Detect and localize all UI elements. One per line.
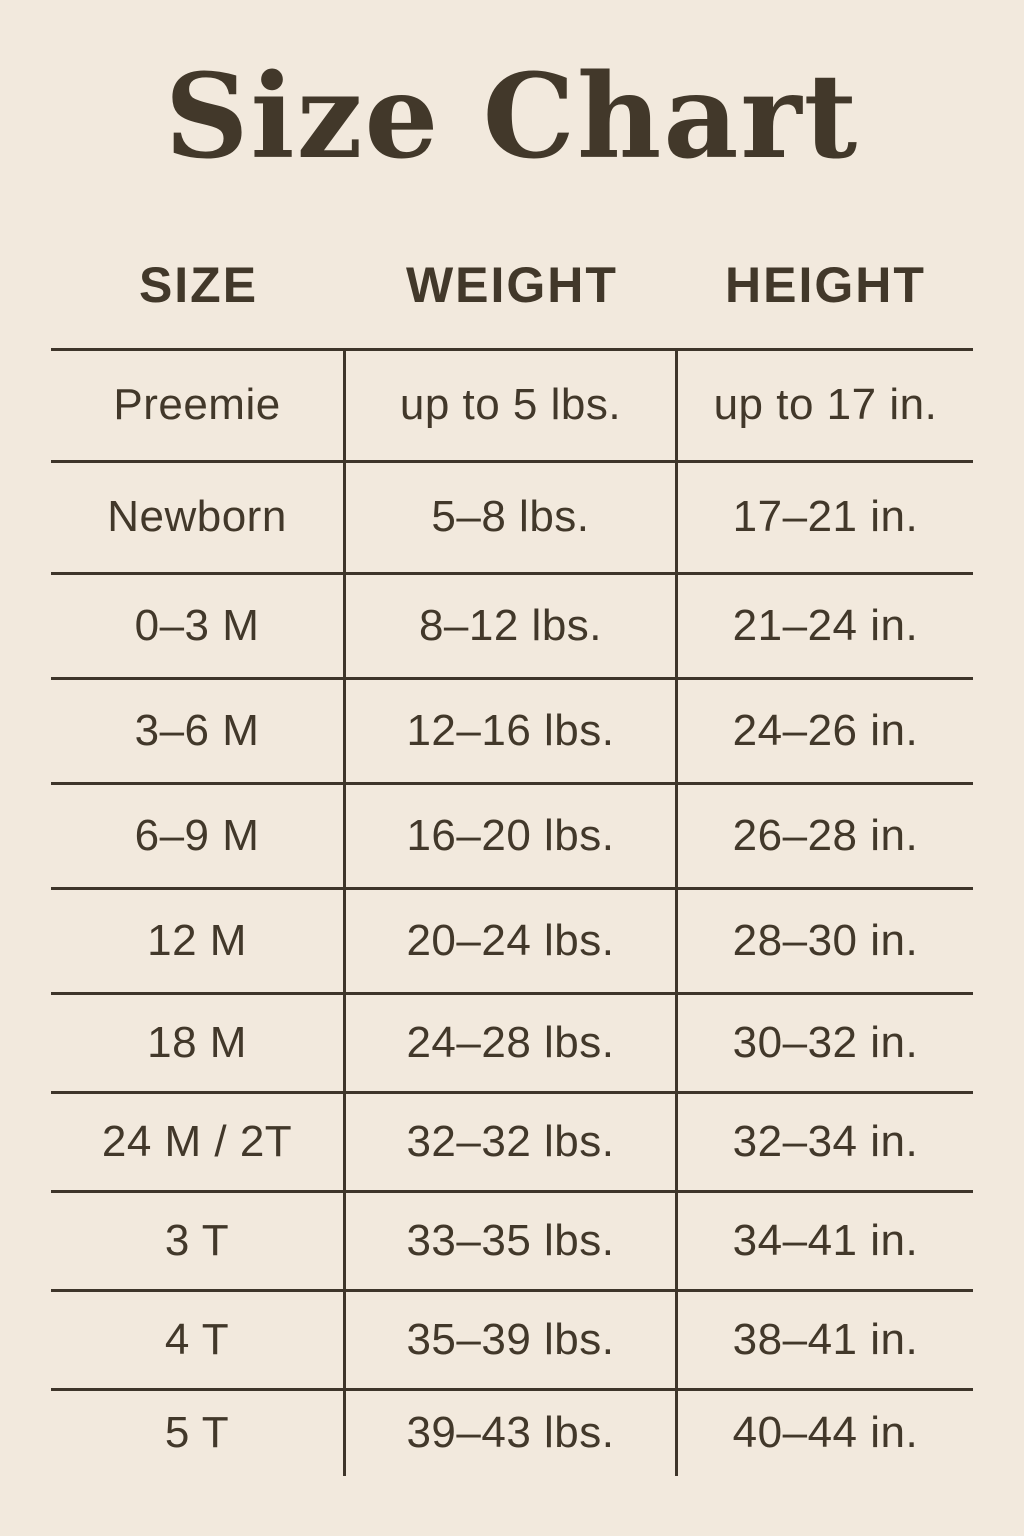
table-row [51,1388,973,1476]
size-cell: 4 T [51,1292,346,1388]
weight-cell: 8–12 lbs. [346,575,678,677]
height-cell: 38–41 in. [732,1314,919,1364]
weight-cell: up to 5 lbs. [346,351,678,460]
weight-cell: 32–32 lbs. [346,1094,678,1190]
size-cell: 3–6 M [51,680,346,782]
size-cell: 3 T [51,1193,346,1289]
size-chart-table [51,256,973,1476]
table-row [51,677,973,782]
height-cell: 28–30 in. [732,915,919,965]
table-header-row [51,256,973,348]
table-row [51,460,973,572]
table-row [51,1289,973,1388]
height-cell: 21–24 in. [732,600,919,650]
height-cell: 30–32 in. [732,1017,919,1067]
height-cell: 40–44 in. [732,1408,919,1458]
column-header-weight: WEIGHT [405,256,618,313]
height-cell: 24–26 in. [732,705,919,755]
weight-cell: 20–24 lbs. [346,890,678,992]
weight-cell: 12–16 lbs. [346,680,678,782]
size-cell: 24 M / 2T [51,1094,346,1190]
column-header-size: SIZE [138,256,259,313]
size-cell: Preemie [51,351,346,460]
size-cell: 6–9 M [51,785,346,887]
table-row [51,887,973,992]
height-cell: 34–41 in. [732,1215,919,1265]
weight-cell: 39–43 lbs. [346,1391,678,1476]
weight-cell: 35–39 lbs. [346,1292,678,1388]
weight-cell: 33–35 lbs. [346,1193,678,1289]
size-cell: 5 T [51,1391,346,1476]
height-cell: 17–21 in. [732,492,919,542]
table-row [51,992,973,1091]
page-title: Size Chart [164,49,860,185]
table-row [51,348,973,460]
height-cell: 32–34 in. [732,1116,919,1166]
table-row [51,782,973,887]
table-row [51,572,973,677]
size-cell: 0–3 M [51,575,346,677]
size-cell: 18 M [51,995,346,1091]
size-cell: 12 M [51,890,346,992]
height-cell: 26–28 in. [732,810,919,860]
column-header-height: HEIGHT [725,256,926,313]
weight-cell: 24–28 lbs. [346,995,678,1091]
weight-cell: 16–20 lbs. [346,785,678,887]
table-row [51,1190,973,1289]
size-cell: Newborn [51,463,346,572]
table-row [51,1091,973,1190]
weight-cell: 5–8 lbs. [346,463,678,572]
height-cell: up to 17 in. [713,380,938,430]
table-body [51,348,973,1476]
